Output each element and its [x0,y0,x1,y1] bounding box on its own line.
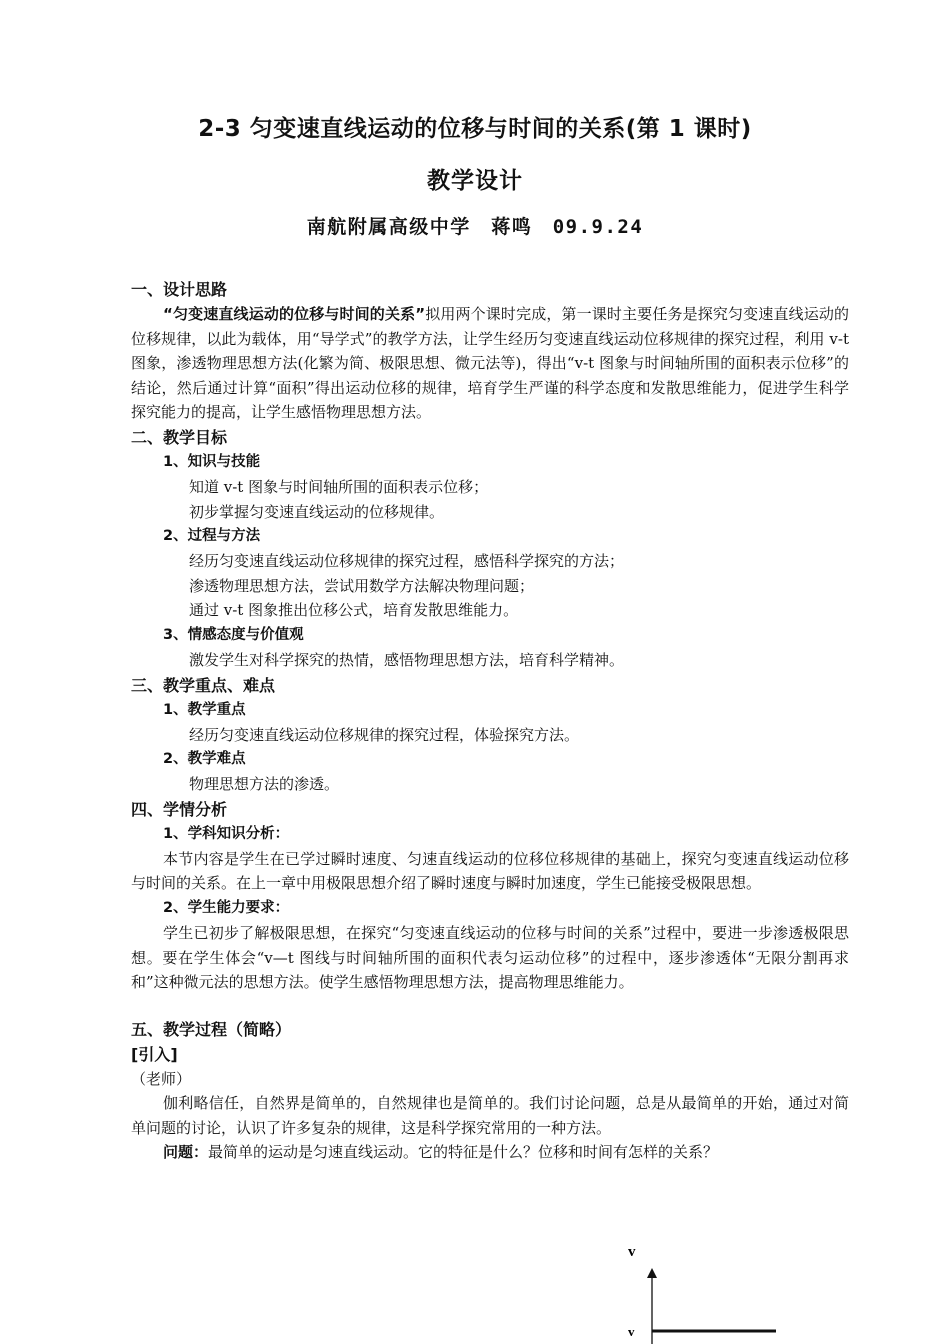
document-body [131,277,849,1165]
section-heading-goals: 二、教学目标 [131,427,228,447]
intro-label: [引入] [131,1044,178,1064]
list-item: 渗透物理思想方法，尝试用数学方法解决物理问题； [189,576,535,595]
list-item: 激发学生对科学探究的热情，感悟物理思想方法，培育科学精神。 [189,650,625,669]
design-lead: “匀变速直线运动的位移与时间的关系” [163,305,426,323]
section-heading-design: 一、设计思路 [131,280,228,299]
subheading-knowledge: 1、知识与技能 [163,453,261,470]
subheading-process: 2、过程与方法 [163,528,261,545]
list-item: 经历匀变速直线运动位移规律的探究过程，体验探究方法。 [189,725,580,744]
subheading-attitude: 3、情感态度与价值观 [163,626,304,643]
section-heading-process: 五、教学过程（简略） [131,1019,292,1039]
list-item: 知道 v-t 图象与时间轴所围的面积表示位移； [189,477,489,496]
section-heading-analysis: 四、学情分析 [131,799,228,819]
design-text: 拟用两个课时完成，第一课时主要任务是探究匀变速直线运动的位移规律，以此为载体，用“导学式”的教学方法，让学生经历匀变速直线运动位移规律的探究过程，利用 v-t 图象，渗透物理思想方法(化繁为简、极限思想、微元法等)，得出“v-t 图象与时间轴所围的面积表示位移”的结论，然后通过计算“面积”得出运动位移的规律，培育学生严谨的科学态度和发散思维能力，促进学生科学探究能力的提高，让学生感悟物理思想方法。 [131,305,849,422]
subheading-ability: 2、学生能力要求： [163,899,290,916]
section-heading-focus: 三、教学重点、难点 [131,675,276,695]
author-line: 南航附属高级中学 蒋鸣 09.9.24 [306,216,644,238]
document-subtitle: 教学设计 [427,168,523,194]
list-item: 物理思想方法的渗透。 [189,775,340,794]
intro-paragraph: 伽利略信任，自然界是简单的，自然规律也是简单的。我们讨论问题，总是从最简单的开始，通过对简单问题的讨论，认识了许多复杂的规律，这是科学探究常用的一种方法。 [131,1094,849,1137]
question-text: 最简单的运动是匀速直线运动。它的特征是什么？位移和时间有怎样的关系？ [208,1143,719,1162]
graph-axis-label: v [628,1244,636,1260]
list-item: 经历匀变速直线运动位移规律的探究过程，感悟科学探究的方法； [189,552,625,571]
analysis-paragraph: 本节内容是学生在已学过瞬时速度、匀速直线运动的位移位移规律的基础上，探究匀变速直线运动位移与时间的关系。在上一章中用极限思想介绍了瞬时速度与瞬时加速度，学生已能接受极限思想。 [131,849,849,893]
document-title: 2-3 匀变速直线运动的位移与时间的关系(第 1 课时) [198,116,752,142]
role-label: （老师） [131,1069,192,1088]
subheading-focus: 1、教学重点 [163,701,246,718]
question-paragraph [131,1140,849,1165]
design-paragraph [131,302,849,425]
graph-value-label: v [628,1324,635,1339]
vt-graph [618,1240,788,1344]
graph-axis-arrow [647,1268,657,1278]
list-item: 通过 v-t 图象推出位移公式，培育发散思维能力。 [189,601,519,620]
question-label: 问题： [163,1143,209,1162]
ability-paragraph: 学生已初步了解极限思想，在探究“匀变速直线运动的位移与时间的关系”过程中，要进一步渗透极限思想。要在学生体会“v—t 图线与时间轴所围的面积代表匀运动位移”的过程中，逐步渗透体“无限分割再求和”这种微元法的思想方法。使学生感悟物理思想方法，提高物理思维能力。 [131,923,849,992]
subheading-knowledge-analysis: 1、学科知识分析： [163,825,290,842]
list-item: 初步掌握匀变速直线运动的位移规律。 [189,502,445,521]
subheading-difficulty: 2、教学难点 [163,751,246,768]
